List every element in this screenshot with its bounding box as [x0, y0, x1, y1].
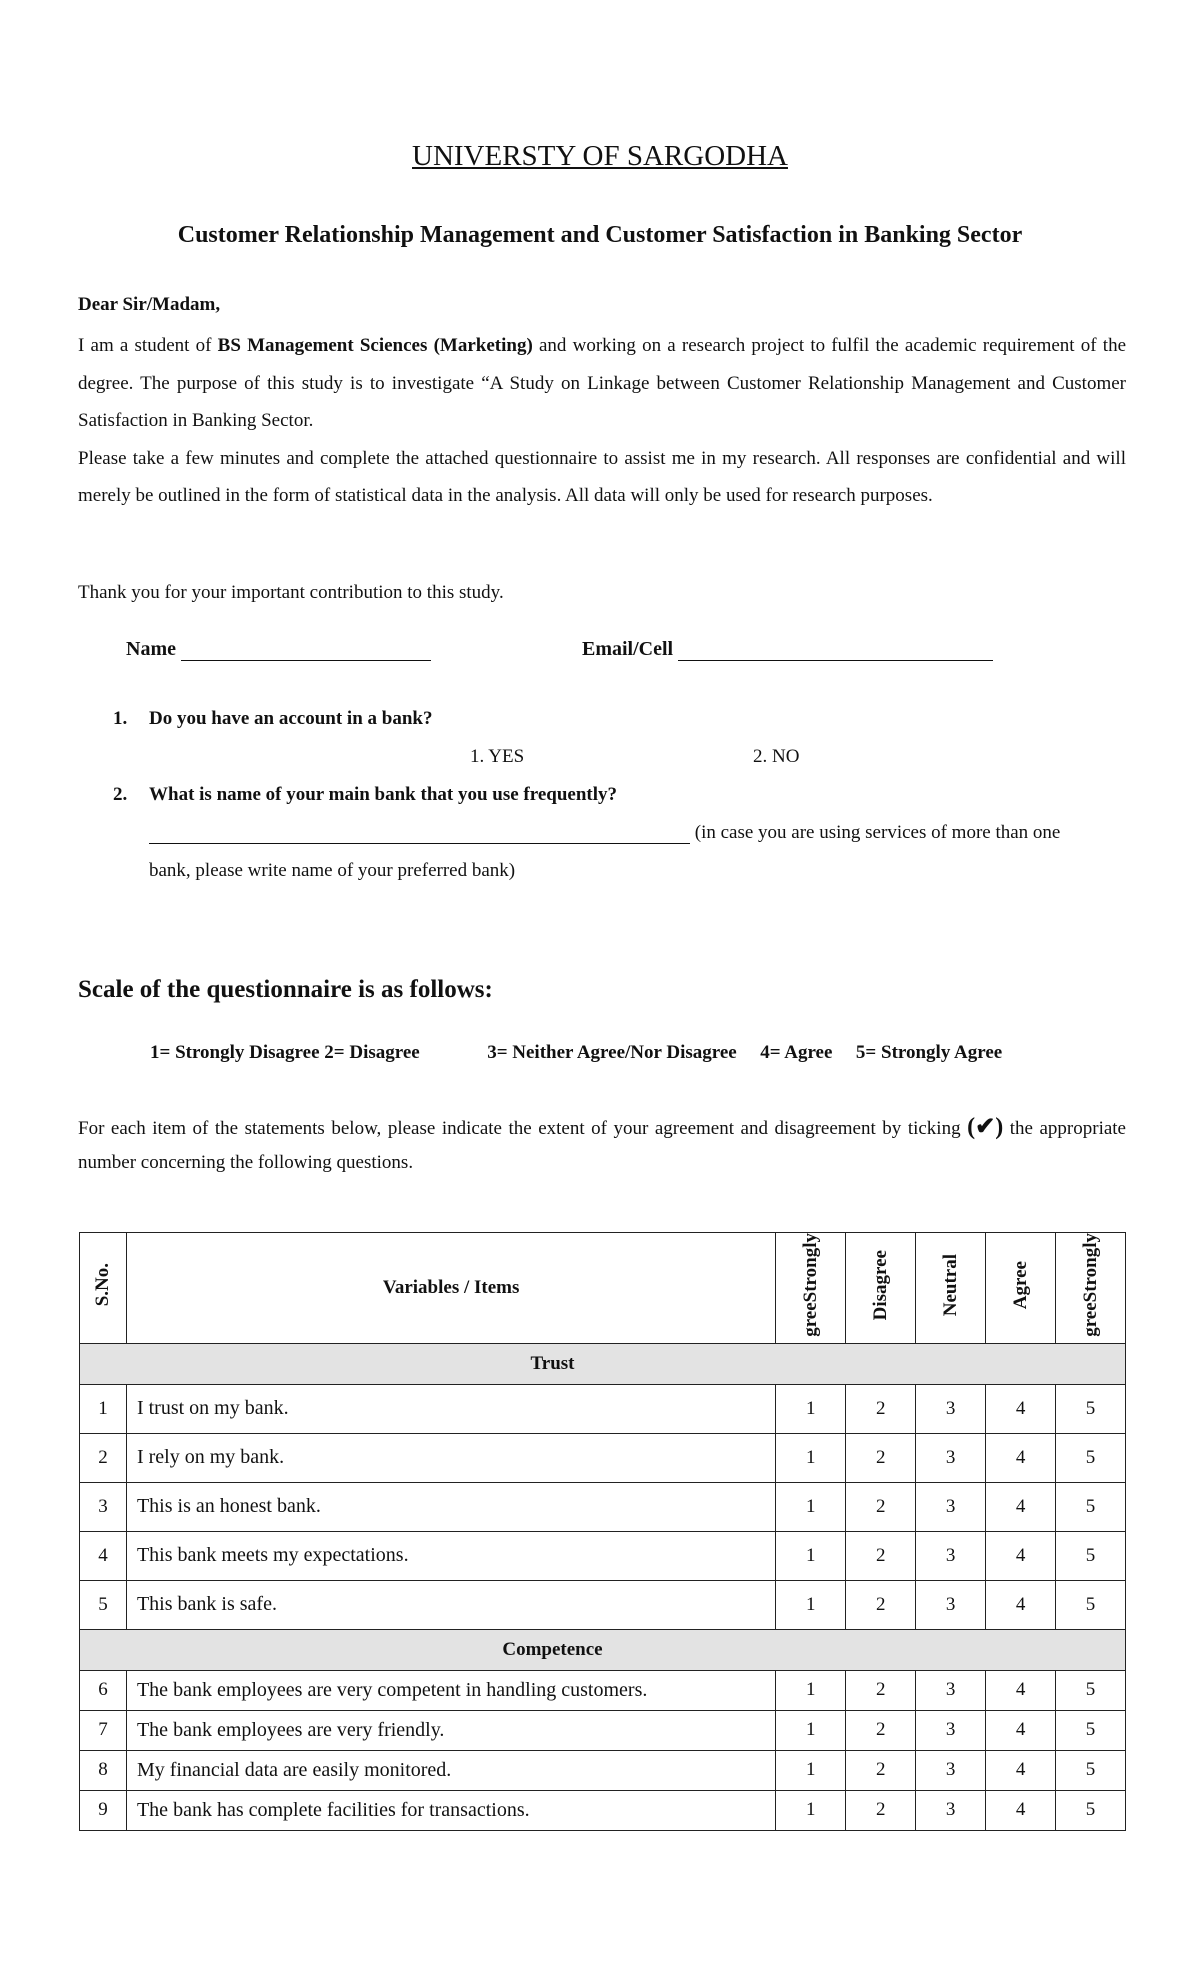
- table-row: [80, 1482, 1126, 1531]
- header-agree: Agree: [986, 1233, 1056, 1344]
- rating-option-5[interactable]: 5: [1056, 1670, 1126, 1710]
- rating-option-2[interactable]: 2: [846, 1670, 916, 1710]
- rating-option-2[interactable]: 2: [846, 1384, 916, 1433]
- rating-option-5[interactable]: 5: [1056, 1580, 1126, 1629]
- rating-option-4[interactable]: 4: [986, 1433, 1056, 1482]
- rating-option-2[interactable]: 2: [846, 1433, 916, 1482]
- table-row: [80, 1710, 1126, 1750]
- item-statement: This bank is safe.: [126, 1580, 775, 1629]
- rating-option-5[interactable]: 5: [1056, 1482, 1126, 1531]
- section-row-trust: [80, 1343, 1126, 1384]
- item-statement: This is an honest bank.: [126, 1482, 775, 1531]
- table-row: [80, 1750, 1126, 1790]
- rating-option-3[interactable]: 3: [916, 1710, 986, 1750]
- rating-option-2[interactable]: 2: [846, 1531, 916, 1580]
- q2-note: bank, please write name of your preferred bank): [149, 860, 516, 881]
- item-statement: I trust on my bank.: [126, 1384, 775, 1433]
- header-neutral: Neutral: [916, 1233, 986, 1344]
- table-row: [80, 1580, 1126, 1629]
- letter-paragraph-2: Please take a few minutes and complete the attached questionnaire to assist me in my research. All responses are confidential and will merely be outlined in the form of statistical data in the analysis. All data will only be used for research purposes.: [78, 447, 1126, 506]
- header-items: Variables / Items: [126, 1233, 775, 1344]
- letter-body: [78, 327, 1126, 515]
- page-subtitle: Customer Relationship Management and Customer Satisfaction in Banking Sector: [177, 222, 1023, 248]
- rating-option-1[interactable]: 1: [776, 1670, 846, 1710]
- rating-option-1[interactable]: 1: [776, 1384, 846, 1433]
- section-title: Trust: [80, 1343, 1126, 1384]
- rating-option-4[interactable]: 4: [986, 1482, 1056, 1531]
- table-header: [80, 1233, 1126, 1344]
- rating-option-1[interactable]: 1: [776, 1710, 846, 1750]
- rating-option-5[interactable]: 5: [1056, 1384, 1126, 1433]
- header-strongly-disagree: greeStrongly: [776, 1233, 846, 1344]
- table-row: [80, 1433, 1126, 1482]
- rating-option-3[interactable]: 3: [916, 1670, 986, 1710]
- rating-option-1[interactable]: 1: [776, 1482, 846, 1531]
- email-field: [582, 638, 993, 661]
- name-field: [126, 638, 431, 661]
- row-number: 7: [80, 1710, 127, 1750]
- rating-option-4[interactable]: 4: [986, 1670, 1056, 1710]
- email-input-line[interactable]: [678, 638, 993, 661]
- q1-option-no[interactable]: 2. NO: [753, 746, 800, 767]
- rating-option-3[interactable]: 3: [916, 1531, 986, 1580]
- table-row: [80, 1790, 1126, 1830]
- rating-option-5[interactable]: 5: [1056, 1750, 1126, 1790]
- rating-option-5[interactable]: 5: [1056, 1433, 1126, 1482]
- letter-paragraph-1: I am a student of BS Management Sciences (Marketing) and working on a research project to fulfil the academic requirement of the degree. The purpose of this study is to investigate “A Study on Linkage between Customer Relationship Management and Customer Satisfaction in Banking Sector.: [78, 335, 1127, 431]
- page-title: UNIVERSTY OF SARGODHA: [412, 140, 788, 172]
- section-row-competence: [80, 1629, 1126, 1670]
- item-statement: The bank employees are very competent in handling customers.: [126, 1670, 775, 1710]
- rating-option-5[interactable]: 5: [1056, 1790, 1126, 1830]
- rating-option-5[interactable]: 5: [1056, 1531, 1126, 1580]
- scale-heading: Scale of the questionnaire is as follows:: [78, 976, 493, 1003]
- tick-symbol: (✔): [967, 1114, 1004, 1140]
- rating-option-4[interactable]: 4: [986, 1531, 1056, 1580]
- rating-option-5[interactable]: 5: [1056, 1710, 1126, 1750]
- q1-option-yes[interactable]: 1. YES: [470, 746, 525, 767]
- bank-name-input-line[interactable]: [149, 823, 690, 844]
- rating-option-4[interactable]: 4: [986, 1750, 1056, 1790]
- row-number: 4: [80, 1531, 127, 1580]
- row-number: 1: [80, 1384, 127, 1433]
- rating-option-2[interactable]: 2: [846, 1750, 916, 1790]
- rating-option-2[interactable]: 2: [846, 1790, 916, 1830]
- item-statement: My financial data are easily monitored.: [126, 1750, 775, 1790]
- table-row: [80, 1670, 1126, 1710]
- q2-answer-line-row: (in case you are using services of more than one: [149, 822, 1060, 844]
- row-number: 3: [80, 1482, 127, 1531]
- section-title: Competence: [80, 1629, 1126, 1670]
- rating-option-4[interactable]: 4: [986, 1580, 1056, 1629]
- thanks-text: Thank you for your important contribution to this study.: [78, 582, 504, 603]
- rating-option-4[interactable]: 4: [986, 1710, 1056, 1750]
- rating-option-3[interactable]: 3: [916, 1790, 986, 1830]
- rating-option-1[interactable]: 1: [776, 1790, 846, 1830]
- rating-option-2[interactable]: 2: [846, 1710, 916, 1750]
- question-2: 2. What is name of your main bank that you use frequently?: [113, 784, 618, 805]
- item-statement: I rely on my bank.: [126, 1433, 775, 1482]
- item-statement: This bank meets my expectations.: [126, 1531, 775, 1580]
- row-number: 9: [80, 1790, 127, 1830]
- greeting: Dear Sir/Madam,: [78, 294, 221, 315]
- rating-option-3[interactable]: 3: [916, 1384, 986, 1433]
- name-label: Name: [126, 638, 176, 660]
- rating-option-2[interactable]: 2: [846, 1580, 916, 1629]
- item-statement: The bank has complete facilities for transactions.: [126, 1790, 775, 1830]
- row-number: 6: [80, 1670, 127, 1710]
- row-number: 8: [80, 1750, 127, 1790]
- rating-option-4[interactable]: 4: [986, 1790, 1056, 1830]
- table-row: [80, 1531, 1126, 1580]
- instructions: For each item of the statements below, please indicate the extent of your agreement and disagreement by ticking (✔) the appropriate number concerning the following questions.: [78, 1114, 1126, 1173]
- row-number: 2: [80, 1433, 127, 1482]
- question-1: 1. Do you have an account in a bank?: [113, 708, 433, 729]
- rating-option-3[interactable]: 3: [916, 1433, 986, 1482]
- rating-option-3[interactable]: 3: [916, 1482, 986, 1531]
- rating-option-3[interactable]: 3: [916, 1750, 986, 1790]
- item-statement: The bank employees are very friendly.: [126, 1710, 775, 1750]
- rating-option-1[interactable]: 1: [776, 1750, 846, 1790]
- table-row: [80, 1384, 1126, 1433]
- rating-option-1[interactable]: 1: [776, 1433, 846, 1482]
- rating-option-2[interactable]: 2: [846, 1482, 916, 1531]
- rating-option-1[interactable]: 1: [776, 1531, 846, 1580]
- email-label: Email/Cell: [582, 638, 674, 660]
- scale-legend: 1= Strongly Disagree 2= Disagree 3= Neither Agree/Nor Disagree 4= Agree 5= Strongly Agree: [150, 1042, 1003, 1063]
- header-strongly-agree: greeStrongly: [1056, 1233, 1126, 1344]
- name-input-line[interactable]: [181, 638, 431, 661]
- rating-option-4[interactable]: 4: [986, 1384, 1056, 1433]
- rating-option-1[interactable]: 1: [776, 1580, 846, 1629]
- row-number: 5: [80, 1580, 127, 1629]
- rating-option-3[interactable]: 3: [916, 1580, 986, 1629]
- header-sno: S.No.: [80, 1233, 127, 1344]
- questionnaire-table: [79, 1232, 1126, 1831]
- header-disagree: Disagree: [846, 1233, 916, 1344]
